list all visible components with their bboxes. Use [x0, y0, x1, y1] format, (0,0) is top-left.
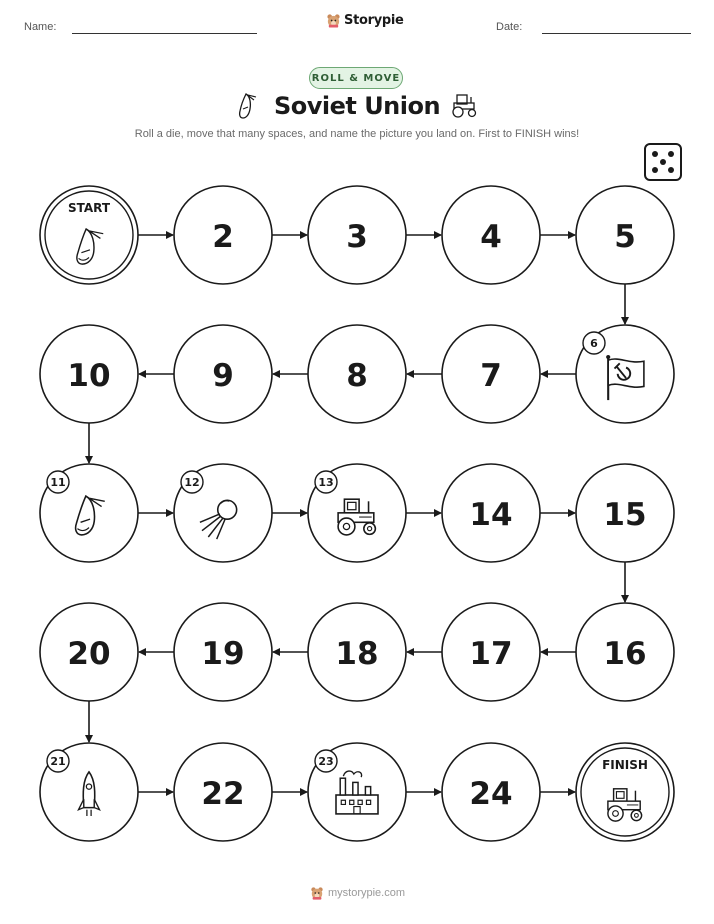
space-number: 17	[469, 636, 513, 672]
space-number: 11	[50, 476, 66, 489]
space-number: 15	[603, 497, 647, 533]
board-space-15[interactable]	[576, 464, 674, 562]
footer	[310, 886, 405, 900]
board-space-5[interactable]	[576, 186, 674, 284]
game-type-badge: ROLL & MOVE	[309, 67, 403, 89]
board-space-6[interactable]	[576, 325, 674, 423]
board-space-10[interactable]	[40, 325, 138, 423]
board-space-19[interactable]	[174, 603, 272, 701]
board-space-3[interactable]	[308, 186, 406, 284]
space-number: 14	[469, 497, 513, 533]
board-space-11[interactable]	[40, 464, 138, 562]
board-space-4[interactable]	[442, 186, 540, 284]
date-label: Date:	[496, 21, 523, 33]
board-space-1[interactable]	[40, 186, 138, 284]
space-number: 9	[212, 358, 234, 394]
board-space-2[interactable]	[174, 186, 272, 284]
space-number: 8	[346, 358, 368, 394]
space-number: 23	[318, 755, 334, 768]
board-space-14[interactable]	[442, 464, 540, 562]
board-space-8[interactable]	[308, 325, 406, 423]
space-number: 7	[480, 358, 502, 394]
brand-name: Storypie	[344, 13, 404, 28]
board-spaces	[40, 186, 674, 841]
board-space-25[interactable]	[576, 743, 674, 841]
board-space-20[interactable]	[40, 603, 138, 701]
board-space-22[interactable]	[174, 743, 272, 841]
board-space-23[interactable]	[308, 743, 406, 841]
board-space-16[interactable]	[576, 603, 674, 701]
space-number: 19	[201, 636, 245, 672]
board-space-24[interactable]	[442, 743, 540, 841]
space-number: 24	[469, 776, 513, 812]
name-label: Name:	[24, 21, 57, 33]
space-number: 3	[346, 219, 368, 255]
space-number: 12	[184, 476, 200, 489]
space-number: 20	[67, 636, 111, 672]
space-number: 5	[614, 219, 636, 255]
board-space-12[interactable]	[174, 464, 272, 562]
space-number: 2	[212, 219, 234, 255]
space-number: 4	[480, 219, 502, 255]
space-number: 18	[335, 636, 379, 672]
board-space-21[interactable]	[40, 743, 138, 841]
space-label: FINISH	[602, 758, 648, 772]
space-number: 16	[603, 636, 647, 672]
space-label: START	[67, 201, 111, 215]
footer-url: mystorypie.com	[328, 887, 406, 899]
space-number: 22	[201, 776, 245, 812]
space-number: 13	[318, 476, 334, 489]
instructions: Roll a die, move that many spaces, and name the picture you land on. First to FINISH wins!	[134, 128, 580, 140]
space-number: 21	[50, 755, 66, 768]
bear-mascot-icon	[310, 886, 324, 900]
space-number: 10	[67, 358, 111, 394]
board-space-17[interactable]	[442, 603, 540, 701]
page-title: Soviet Union	[273, 92, 441, 120]
space-number: 6	[590, 337, 598, 350]
board-space-7[interactable]	[442, 325, 540, 423]
board-space-18[interactable]	[308, 603, 406, 701]
board-space-13[interactable]	[308, 464, 406, 562]
board-space-9[interactable]	[174, 325, 272, 423]
